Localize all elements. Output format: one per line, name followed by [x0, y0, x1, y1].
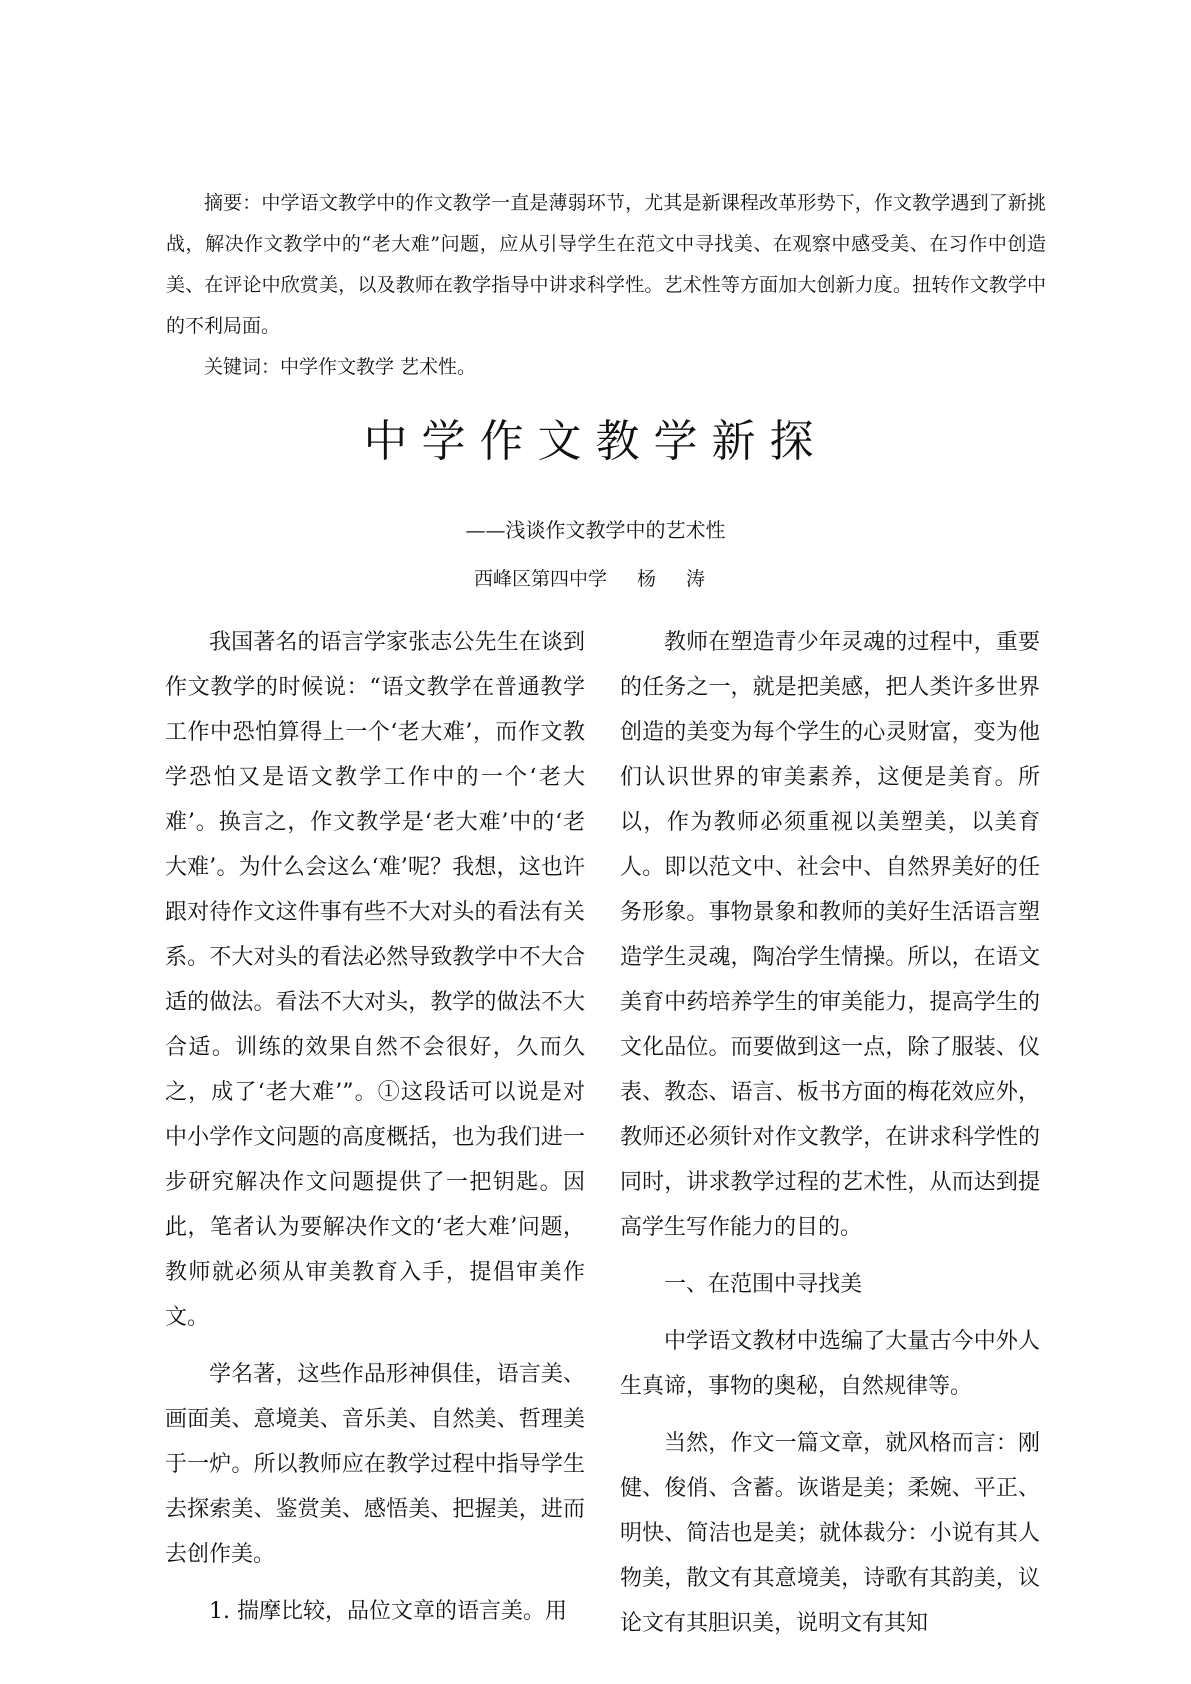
- left-paragraph-2: 学名著，这些作品形神俱佳，语言美、画面美、意境美、音乐美、自然美、哲理美于一炉。所以教师应在教学过程中指导学生去探索美、鉴赏美、感悟美、把握美，进而去创作美。: [165, 1362, 585, 1567]
- section-heading: 一、在范围中寻找美: [664, 1272, 863, 1297]
- abstract-block: [166, 183, 1046, 388]
- right-column: [620, 620, 1040, 1658]
- right-paragraph-3: 当然，作文一篇文章，就风格而言：刚健、俊俏、含蓄。诙谐是美；柔婉、平正、明快、简洁也是美；就体裁分：小说有其人物美，散文有其意境美，诗歌有其韵美，议论文有其胆识美，说明文有其知: [620, 1431, 1040, 1636]
- article-subtitle: ——浅谈作文教学中的艺术性: [465, 518, 726, 542]
- school-name: 西峰区第四中学: [473, 568, 607, 590]
- left-paragraph-3: 1. 揣摩比较，品位文章的语言美。用: [209, 1599, 567, 1624]
- author-line: [0, 564, 1191, 591]
- article-title: 中学作文教学新探: [363, 416, 828, 467]
- right-paragraph-1: 教师在塑造青少年灵魂的过程中，重要的任务之一，就是把美感，把人类许多世界创造的美变为每个学生的心灵财富，变为他们认识世界的审美素养，这便是美育。所以，作为教师必须重视以美塑美，以美育人。即以范文中、社会中、自然界美好的任务形象。事物景象和教师的美好生活语言塑造学生灵魂，陶冶学生情操。所以，在语文美育中药培养学生的审美能力，提高学生的文化品位。而要做到这一点，除了服装、仪表、教态、语言、板书方面的梅花效应外，教师还必须针对作文教学，在讲求科学性的同时，讲求教学过程的艺术性，从而达到提高学生写作能力的目的。: [620, 630, 1040, 1240]
- left-column: [165, 620, 585, 1646]
- right-paragraph-2: 中学语文教材中选编了大量古今中外人生真谛，事物的奥秘，自然规律等。: [620, 1329, 1040, 1399]
- left-paragraph-1: 我国著名的语言学家张志公先生在谈到作文教学的时候说：“语文教学在普通教学工作中恐怕算得上一个‘老大难’，而作文教学恐怕又是语文教学工作中的一个‘老大难’。换言之，作文教学是‘老大难’中的‘老大难’。为什么会这么‘难’呢？我想，这也许跟对待作文这件事有些不大对头的看法有关系。不大对头的看法必然导致教学中不大合适的做法。看法不大对头，教学的做法不大合适。训练的效果自然不会很好，久而久之，成了‘老大难’”。①这段话可以说是对中小学作文问题的高度概括，也为我们进一步研究解决作文问题提供了一把钥匙。因此，笔者认为要解决作文的‘老大难’问题，教师就必须从审美教育入手，提倡审美作文。: [165, 630, 585, 1330]
- author-name: 杨 涛: [636, 568, 718, 590]
- abstract-text: 摘要：中学语文教学中的作文教学一直是薄弱环节，尤其是新课程改革形势下，作文教学遇到了新挑战，解决作文教学中的“老大难”问题，应从引导学生在范文中寻找美、在观察中感受美、在习作中创造美、在评论中欣赏美，以及教师在教学指导中讲求科学性。艺术性等方面加大创新力度。扭转作文教学中的不利局面。: [166, 192, 1046, 337]
- keywords-text: 关键词：中学作文教学 艺术性。: [204, 356, 477, 378]
